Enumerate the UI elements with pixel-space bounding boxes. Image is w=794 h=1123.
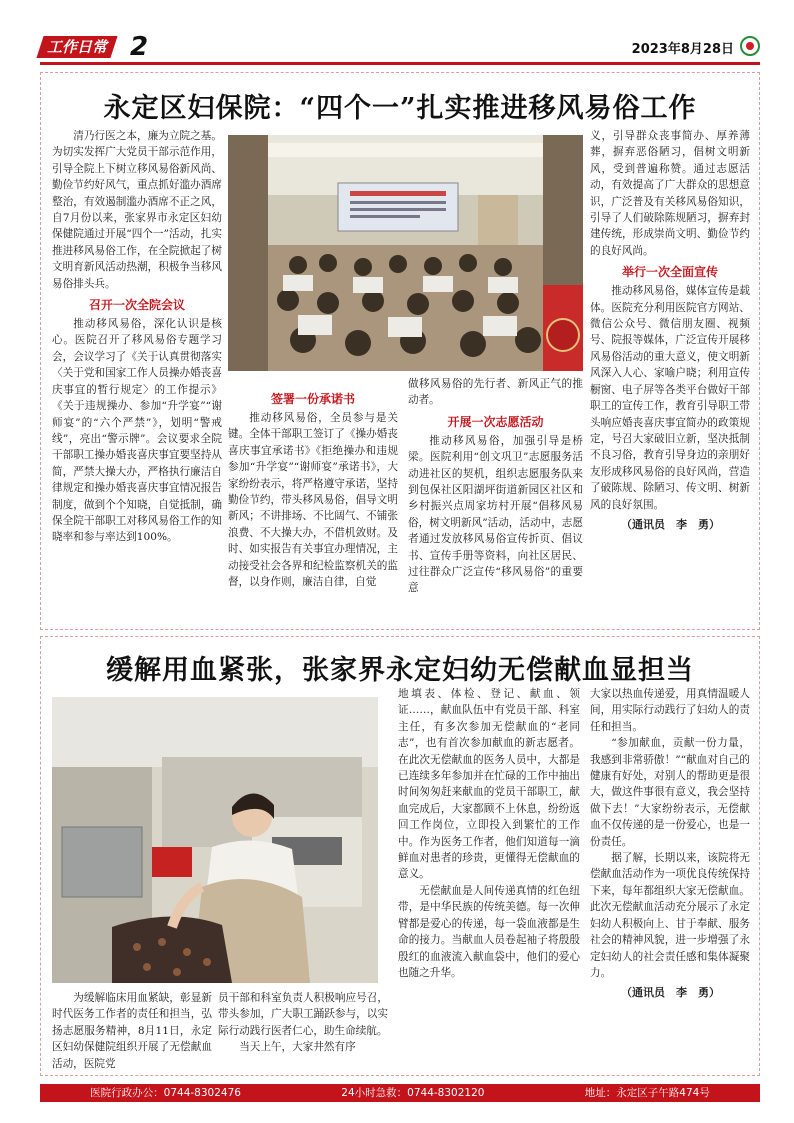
article1-meeting-text: 推动移风易俗，深化认识是核心。医院召开了移风易俗专题学习会，会议学习了《关于认真贯彻落实〈关于党和国家工作人员操办婚丧喜庆事宜的暂行规定〉的工作提示》《关于违规操办、参加“升学宴”“谢师宴”的“六个严禁”》，划明“警戒线”，亮出“警示牌”。会议要求全院干部职工操办婚丧喜庆事宜要坚持从简，严禁大操大办，严格执行廉洁自律规定和操办婚丧喜庆事宜情况报告制度，做到个个知晓，自觉抵制，确保全院干部职工对移风易俗工作的知晓率和参与率达到100%。	[52, 318, 222, 544]
article2-morning-text: 当天上午，大家井然有序	[239, 1041, 356, 1054]
article2-column-2	[218, 990, 388, 1078]
article2-quotes-text: “参加献血，贡献一份力量，我感到非常骄傲！”“献血对自己的健康有好处，对别人的帮助更是很大，做这件事很有意义，我会坚持做下去！”大家纷纷表示，无偿献血不仅传递的是一份爱心，也是一份责任。	[590, 737, 750, 848]
article1-column-3	[408, 376, 583, 624]
article2-tradition-text: 据了解，长期以来，该院将无偿献血活动作为一项优良传统保持下来，每年都组织大家无偿献血。此次无偿献血活动充分展示了永定妇幼人积极向上、甘于奉献、服务社会的精神风貌，进一步增强了永定妇幼人的社会责任感和集体凝聚力。	[590, 852, 750, 979]
article1-subhead-pledge: 签署一份承诺书	[270, 392, 355, 406]
footer-address: 地址：永定区子午路474号	[584, 1087, 710, 1099]
article1-volunteer-continued: 义，引导群众丧事简办、厚养薄葬，摒弃恶俗陋习，倡树文明新风，受到普遍称赞。通过志愿活动，有效提高了广大群众的思想意识，广泛普及有关移风易俗知识，引导了人们破除陈规陋习，摒弃封建传统，形成崇尚文明、勤俭节约的良好风尚。	[590, 130, 750, 257]
article1-byline: （通讯员 李 勇）	[621, 517, 720, 531]
article1-pledge-continued: 做移风易俗的先行者、新风正气的推动者。	[408, 378, 583, 407]
article1-column-4	[590, 128, 750, 624]
article1-column-1	[52, 128, 222, 624]
hospital-logo-icon	[740, 36, 760, 56]
article2-column-1	[52, 990, 212, 1078]
page-number: 2	[130, 32, 149, 62]
article1-subhead-publicity: 举行一次全面宣传	[621, 265, 718, 280]
article2-byline: （通讯员 李 勇）	[621, 986, 720, 1000]
article2-responsibility-text: 大家以热血传递爱，用真情温暖人间，用实际行动践行了妇幼人的责任和担当。	[590, 688, 750, 733]
footer-emergency-phone: 24小时急救：0744-8302120	[341, 1087, 485, 1099]
page-footer	[40, 1084, 760, 1102]
issue-date: 2023年8月28日	[631, 42, 734, 57]
article1-intro: 清乃行医之本，廉为立院之基。为切实发挥广大党员干部示范作用，引导全院上下树立移风易俗新风尚、勤俭节约好风气，重点抓好滥办酒席整治，有效遏制滥办酒席不正之风，自7月份以来，张家界市永定区妇幼保健院通过开展“四个一”活动，扎实推进移风易俗工作，在全院掀起了树文明育新风活动热潮，积极争当移风易俗排头兵。	[52, 130, 222, 290]
article1-volunteer-text: 推动移风易俗，加强引导是桥梁。医院利用“创文巩卫”志愿服务活动进社区的契机，组织志愿服务队来到包保社区阳湖坪街道新园区社区和乡村振兴点周家坊村开展“倡移风易俗，树文明新风”活动，活动中，志愿者通过发放移风易俗宣传折页、倡议书、宣传手册等资料，向社区居民、过往群众广泛宣传“移风易俗”的重要意	[408, 434, 583, 595]
article1-pledge-text: 推动移风易俗，全员参与是关键。全体干部职工签订了《操办婚丧喜庆事宜承诺书》《拒绝操办和违规参加“升学宴”“谢师宴”承诺书》，大家纷纷表示，将严格遵守承诺，坚持勤俭节约，带头移风易俗，倡导文明新风；不讲排场、不比阔气、不铺张浪费、不大操大办，不借机敛财。及时、如实报告有关事宜办理情况，主动接受社会各界和纪检监察机关的监督，以身作则，廉洁自律，自觉	[228, 412, 398, 589]
masthead-divider	[40, 62, 760, 65]
article2-intro: 为缓解临床用血紧缺，彰显新时代医务工作者的责任和担当，弘扬志愿服务精神，8月11日，永定区妇幼保健院组织开展了无偿献血活动，医院党	[52, 992, 212, 1070]
masthead	[40, 32, 760, 62]
article2-process-text: 地填表、体检、登记、献血、领证……，献血队伍中有党员干部、科室主任，有多次参加无偿献血的“老同志”，也有首次参加献血的新志愿者。在此次无偿献血的医务人员中，大都是已连续多年参加并在忙碌的工作中抽出时间匆匆赶来献血的党员干部职工，献血完成后，大家都顾不上休息，纷纷返回工作岗位，立即投入到繁忙的工作中。作为医务工作者，他们知道每一滴鲜血对患者的珍贵，更懂得无偿献血的意义。	[398, 688, 580, 881]
section-tag	[36, 36, 117, 58]
blood-donation-illustration	[52, 697, 378, 983]
article1-headline: 永定区妇保院：“四个一”扎实推进移风易俗工作	[103, 93, 697, 124]
section-label: 工作日常	[46, 38, 107, 56]
article2-column-4	[590, 686, 750, 1078]
meeting-photo	[228, 135, 583, 371]
article1-subhead-meeting: 召开一次全院会议	[88, 298, 185, 313]
meeting-photo-illustration	[228, 135, 583, 371]
article1-subhead-volunteer: 开展一次志愿活动	[447, 414, 544, 429]
footer-admin-phone: 医院行政办公：0744-8302476	[90, 1087, 241, 1099]
blood-donation-photo	[52, 697, 378, 983]
article2-headline: 缓解用血紧张，张家界永定妇幼无偿献血显担当	[106, 655, 694, 686]
article2-column-3	[398, 686, 580, 1078]
article1-column-2	[228, 386, 398, 624]
article2-virtue-text: 无偿献血是人间传递真情的红色纽带，是中华民族的传统美德。每一次伸臂都是爱心的传递，每一袋血液都是生命的接力。当献血人员卷起袖子将殷殷殷红的血液流入献血袋中，他们的爱心也随之升华。	[398, 884, 580, 979]
article1-publicity-text: 推动移风易俗，媒体宣传是载体。医院充分利用医院官方网站、微信公众号、微信朋友圈、视频号、院报等媒体，广泛宣传开展移风易俗活动的重大意义，使文明新风深入人心、家喻户晓；利用宣传橱窗、电子屏等各类平台做好干部职工的宣传工作，教育引导职工带头响应婚丧喜庆事宜简办的政策规定，号召大家破旧立新，坚决抵制不良习俗，教育引导身边的亲朋好友形成移风易俗的良好风尚，营造了破陈规、除陋习、传文明、树新风的良好氛围。	[590, 285, 750, 511]
article2-intro-continued: 员干部和科室负责人积极响应号召，带头参加，广大职工踊跃参与，以实际行动践行医者仁心，助生命续航。	[218, 992, 388, 1037]
